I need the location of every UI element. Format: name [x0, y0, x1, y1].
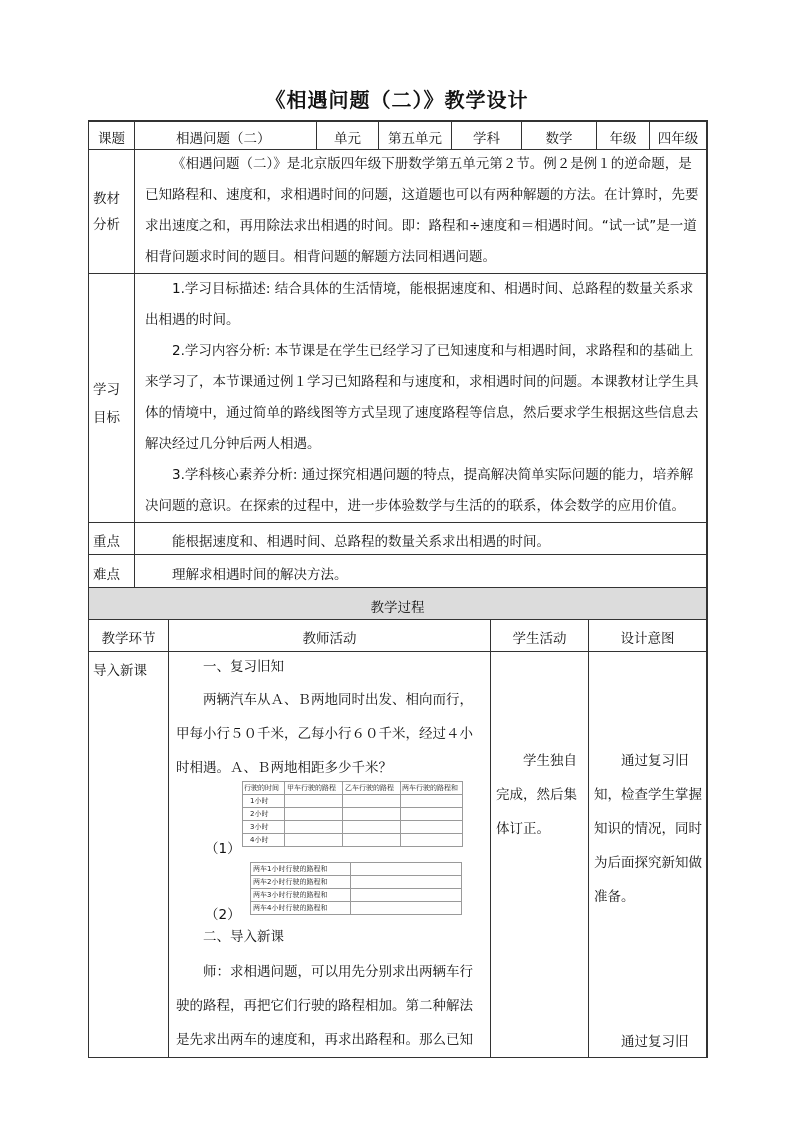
- subject-label: 学科: [473, 131, 500, 147]
- design-intent-continued: 通过复习旧: [621, 1034, 689, 1050]
- new-lesson-text: 师：求相遇问题，可以用先分别求出两辆车行驶的路程，再把它们行驶的路程相加。第二种解法是先求出两车的速度和，再求出路程和。那么已知: [176, 964, 473, 1048]
- grade-label: 年级: [609, 131, 637, 147]
- subject-value: 数学: [545, 131, 573, 147]
- new-heading: 二、导入新课: [203, 929, 284, 945]
- col-intent: 设计意图: [620, 631, 675, 647]
- material-label: 教材 分析: [93, 191, 120, 233]
- mini-table-1-row: 1小时: [250, 797, 269, 805]
- mini-table-1-header: 两车行驶的路程和: [402, 784, 458, 792]
- course-label: 课题: [98, 131, 125, 147]
- document-title: 《相遇问题（二）》教学设计: [265, 88, 529, 112]
- content-analysis: 2.学习内容分析: 本节课是在学生已经学习了已知速度和与相遇时间，求路程和的基础上来学习了，本节课通过例１学习已知路程和与速度和，求相遇时间的问题。本课教材让学生具体的情境中，通过简单的路线图等方式呈现了速度路程等信息，然后要求学生根据这些信息去解决经过几分钟后两人相遇。: [145, 343, 699, 452]
- process-section-title: 教学过程: [370, 600, 425, 616]
- goals-label: 学习 目标: [93, 382, 120, 426]
- col-teacher: 教师活动: [302, 631, 357, 647]
- mini-table-1-row: 2小时: [250, 810, 269, 818]
- mini-table-1-row: 3小时: [250, 823, 269, 831]
- design-intent: 通过复习旧知，检查学生掌握知识的情况，同时为后面探究新知做准备。: [594, 753, 702, 905]
- review-heading: 一、复习旧知: [203, 659, 284, 675]
- mini-table-2-row: 两车4小时行驶的路程和: [253, 904, 328, 912]
- review-problem: 两辆汽车从Ａ、Ｂ两地同时出发、相向而行，甲每小行５０千米，乙每小行６０千米，经过４小时相遇。Ａ、Ｂ两地相距多少千米？: [176, 692, 473, 776]
- student-activity: 学生独自完成，然后集体订正。: [496, 753, 577, 837]
- mini-table-1-header: 乙车行驶的路程: [345, 784, 394, 792]
- unit-value: 第五单元: [388, 131, 442, 147]
- col-stage: 教学环节: [101, 631, 156, 647]
- marker-1: （1）: [205, 841, 241, 857]
- core-literacy: 3.学科核心素养分析: 通过探究相遇问题的特点，提高解决简单实际问题的能力，培养解决问题的意识。在探索的过程中，进一步体验数学与生活的的联系，体会数学的应用价值。: [145, 467, 694, 514]
- unit-label: 单元: [334, 131, 361, 147]
- marker-2: （2）: [205, 907, 241, 923]
- goal-description: 1.学习目标描述: 结合具体的生活情境，能根据速度和、相遇时间、总路程的数量关系求出相遇的时间。: [145, 281, 694, 328]
- difficult-point-label: 难点: [93, 567, 120, 583]
- col-student: 学生活动: [512, 631, 567, 647]
- key-point-text: 能根据速度和、相遇时间、总路程的数量关系求出相遇的时间。: [172, 534, 550, 550]
- mini-table-1-header: 甲车行驶的路程: [287, 784, 336, 792]
- goals-text: [145, 274, 701, 522]
- mini-table-2-row: 两车2小时行驶的路程和: [253, 878, 328, 886]
- course-value: 相遇问题（二）: [176, 131, 271, 147]
- difficult-point-text: 理解求相遇时间的解决方法。: [172, 567, 348, 583]
- stage-name: 导入新课: [93, 663, 147, 679]
- mini-table-2-row: 两车3小时行驶的路程和: [253, 891, 328, 899]
- mini-table-2-row: 两车1小时行驶的路程和: [253, 865, 328, 873]
- key-point-label: 重点: [93, 534, 120, 550]
- material-text: 《相遇问题（二）》是北京版四年级下册数学第五单元第２节。例２是例１的逆命题，是已知路程和、速度和，求相遇时间的问题，这道题也可以有两种解题的方法。在计算时，先要求出速度之和，再用除法求出相遇的时间。即：路程和÷速度和＝相遇时间。“试一试”是一道相背问题求时间的题目。相背问题的解题方法同相遇问题。: [145, 156, 699, 265]
- grade-value: 四年级: [657, 131, 699, 147]
- mini-table-1-header: 行驶的时间: [244, 784, 279, 792]
- mini-table-1-row: 4小时: [250, 836, 269, 844]
